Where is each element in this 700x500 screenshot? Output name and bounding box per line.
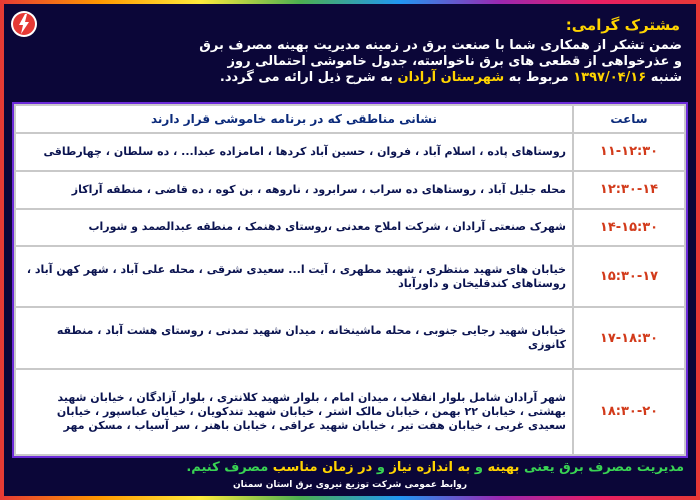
slogan-highlight: بهینه [487,460,520,475]
table-row [15,369,685,455]
slogan [16,460,684,475]
table-header-row [15,105,685,133]
row-time: ۱۲:۳۰-۱۴ [573,171,685,209]
row-areas: خیابان شهید رجایی جنوبی ، محله ماشینخانه ، میدان شهید تمدنی ، روستای هشت آباد ، منطقه کانوزی [15,307,573,368]
slogan-part: مصرف کنیم. [186,460,269,475]
row-areas: محله جلیل آباد ، روستاهای ده سراب ، سرابرود ، ناروهه ، بن کوه ، ده قاضی ، منطقه آراکاز [15,171,573,209]
table-row [15,133,685,171]
greeting-title: مشترک گرامی: [565,16,680,34]
table-row [15,209,685,247]
row-areas: روستاهای پاده ، اسلام آباد ، فروان ، حسین آباد کردها ، امامزاده عبدا... ، ده سلطان ، چهارطاقی [15,133,573,171]
table-row [15,246,685,307]
intro-text [18,38,682,86]
electricity-company-logo-icon [10,10,38,38]
row-time: ۱۷-۱۸:۳۰ [573,307,685,368]
slogan-part: مدیریت مصرف برق یعنی [523,460,684,475]
row-time: ۱۵:۳۰-۱۷ [573,246,685,307]
slogan-highlight: به اندازه نیاز [389,460,471,475]
intro-line-2: و عذرخواهی از قطعی های برق ناخواسته، جدول خاموشی احتمالی روز [227,54,682,69]
row-time: ۱۴-۱۵:۳۰ [573,209,685,247]
table-row [15,307,685,368]
row-areas: خیابان های شهید منتظری ، شهید مطهری ، آیت ا... سعیدی شرقی ، محله علی آباد ، شهر کهن آباد ، روستاهای کندقلیخان و داورآباد [15,246,573,307]
credit-line: روابط عمومی شرکت توزیع نیروی برق استان سمنان [232,480,468,490]
outage-schedule-table [14,104,686,456]
slogan-highlight: در زمان مناسب [272,460,373,475]
intro-date: ۱۳۹۷/۰۴/۱۶ [573,70,647,85]
row-time: ۱۱-۱۲:۳۰ [573,133,685,171]
schedule-card [14,104,686,456]
row-areas: شهرک صنعتی آرادان ، شرکت املاح معدنی ،روستای دهنمک ، منطقه عبدالصمد و شوراب [15,209,573,247]
header-areas: نشانی مناطقی که در برنامه خاموشی قرار دارند [15,105,573,133]
table-row [15,171,685,209]
header-time: ساعت [573,105,685,133]
intro-mid: مربوط به [508,70,569,85]
row-time: ۱۸:۳۰-۲۰ [573,369,685,455]
intro-day: شنبه [650,70,682,85]
slogan-part: و [376,460,385,475]
intro-line-3 [18,70,682,86]
slogan-part: و [474,460,483,475]
intro-suffix: به شرح ذیل ارائه می گردد. [219,70,393,85]
intro-line-1: ضمن تشکر از همکاری شما با صنعت برق در زمینه مدیریت بهینه مصرف برق [199,38,682,53]
notice-panel [4,4,696,496]
row-areas: شهر آرادان شامل بلوار انقلاب ، میدان امام ، بلوار شهید کلانتری ، بلوار آزادگان ، خیابان شهید بهشتی ، خیابان ۲۲ بهمن ، خیابان مالک اشتر ، خیابان شهید تندکویان ، خیابان عباسپور ، خیابان سعیدی غربی ، خیابان هفت تیر ، خیابان شهید عراقی ، خیابان باهنر ، سر آسیاب ، مسکن مهر [15,369,573,455]
intro-city: شهرستان آرادان [397,70,505,85]
